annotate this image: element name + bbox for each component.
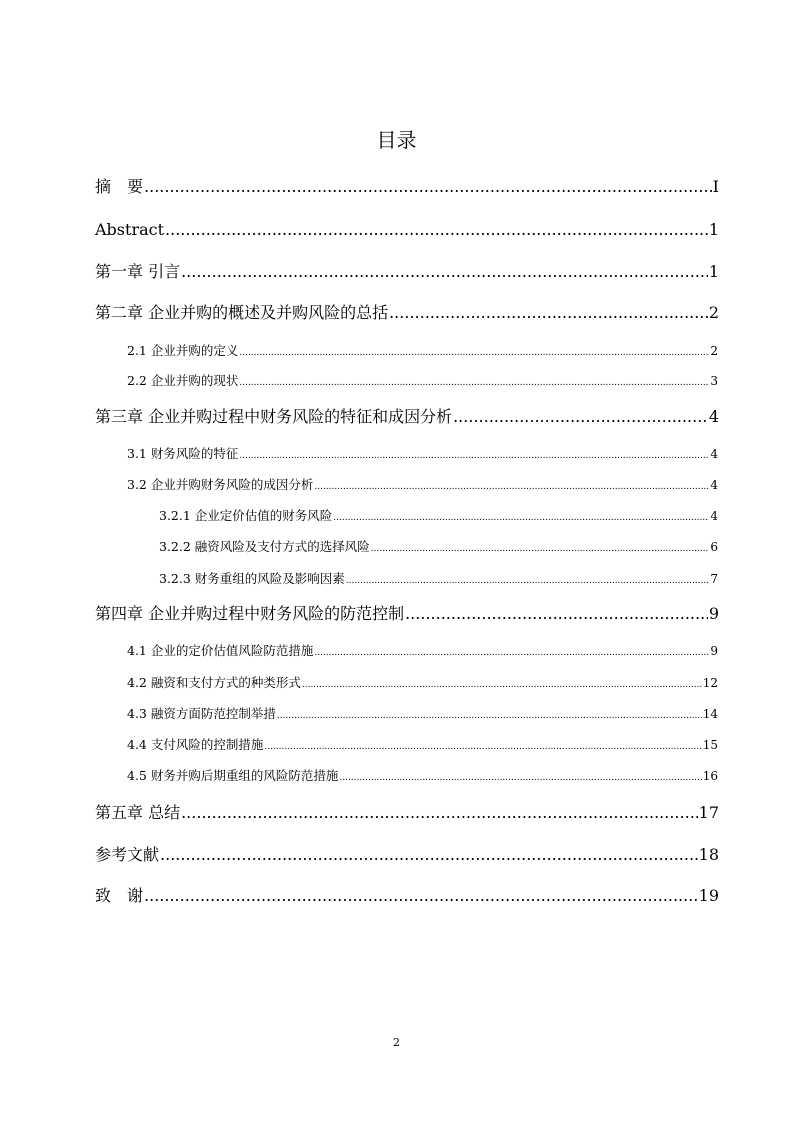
toc-label: 第五章 总结 xyxy=(95,803,181,822)
toc-label: 3.2.2 融资风险及支付方式的选择风险 xyxy=(159,539,370,554)
dot-leader xyxy=(371,539,710,557)
toc-entry-abstract-cn[interactable] xyxy=(95,177,719,197)
toc-entry-section-4-5[interactable] xyxy=(127,768,718,786)
dot-leader xyxy=(333,508,709,526)
toc-entry-section-4-3[interactable] xyxy=(127,706,718,724)
toc-label: 第二章 企业并购的概述及并购风险的总括 xyxy=(95,303,389,322)
dot-leader xyxy=(277,706,702,724)
dot-leader xyxy=(165,220,708,240)
toc-page-number: 4 xyxy=(708,407,719,426)
toc-label: 4.1 企业的定价估值风险防范措施 xyxy=(127,643,314,658)
toc-label: 3.2 企业并购财务风险的成因分析 xyxy=(127,477,314,492)
toc-label: Abstract xyxy=(95,220,165,239)
toc-label: 4.3 融资方面防范控制举措 xyxy=(127,706,276,721)
toc-page-number: 16 xyxy=(702,769,718,783)
toc-page-number: 4 xyxy=(710,478,718,492)
toc-page-number: 18 xyxy=(698,845,719,864)
toc-entry-section-4-4[interactable] xyxy=(127,737,718,755)
toc-entry-section-3-1[interactable] xyxy=(127,446,718,464)
toc-page-number: 9 xyxy=(710,644,718,658)
toc-label: 致 谢 xyxy=(95,886,144,905)
toc-entry-chapter-2[interactable] xyxy=(95,303,719,323)
toc-page-number: 1 xyxy=(708,262,719,281)
dot-leader xyxy=(346,571,710,589)
dot-leader xyxy=(389,303,708,323)
dot-leader xyxy=(339,768,701,786)
dot-leader xyxy=(239,373,709,391)
toc-page-number: 3 xyxy=(710,374,718,388)
toc-label: 3.2.1 企业定价估值的财务风险 xyxy=(159,508,333,523)
toc-entry-section-3-2[interactable] xyxy=(127,477,718,495)
dot-leader xyxy=(239,343,709,361)
toc-label: 摘 要 xyxy=(95,177,144,196)
dot-leader xyxy=(314,643,709,661)
dot-leader xyxy=(181,803,698,823)
toc-page-number: 19 xyxy=(698,886,719,905)
toc-page-number: 12 xyxy=(702,676,718,690)
toc-label: 2.1 企业并购的定义 xyxy=(127,343,239,358)
toc-label: 4.4 支付风险的控制措施 xyxy=(127,737,264,752)
toc-page-number: 2 xyxy=(708,303,719,322)
toc-entry-section-4-2[interactable] xyxy=(127,675,718,693)
toc-entry-chapter-1[interactable] xyxy=(95,262,719,282)
dot-leader xyxy=(302,675,702,693)
page-number: 2 xyxy=(393,1036,400,1049)
page-title: 目录 xyxy=(376,128,417,152)
toc-label: 第一章 引言 xyxy=(95,262,181,281)
toc-label: 参考文献 xyxy=(95,845,160,864)
toc-label: 3.2.3 财务重组的风险及影响因素 xyxy=(159,571,345,586)
toc-entry-acknowledgements[interactable] xyxy=(95,886,719,906)
toc-entry-section-2-2[interactable] xyxy=(127,373,718,391)
toc-entry-section-3-2-2[interactable] xyxy=(159,539,718,557)
dot-leader xyxy=(160,845,698,865)
toc-entry-section-2-1[interactable] xyxy=(127,343,718,361)
toc-entry-references[interactable] xyxy=(95,845,719,865)
toc-entry-chapter-4[interactable] xyxy=(95,604,719,624)
toc-label: 3.1 财务风险的特征 xyxy=(127,446,239,461)
toc-page-number: 1 xyxy=(708,220,719,239)
toc-page-number: 15 xyxy=(702,738,718,752)
toc-entry-section-3-2-3[interactable] xyxy=(159,571,718,589)
toc-page-number: 6 xyxy=(710,540,718,554)
toc-page-number: 4 xyxy=(710,509,718,523)
toc-page-number: 7 xyxy=(710,572,718,586)
toc-entry-section-3-2-1[interactable] xyxy=(159,508,718,526)
toc-page-number: 17 xyxy=(698,803,719,822)
toc-page-number: 14 xyxy=(702,707,718,721)
dot-leader xyxy=(264,737,701,755)
toc-label: 4.2 融资和支付方式的种类形式 xyxy=(127,675,301,690)
dot-leader xyxy=(453,407,708,427)
toc-page-number: 9 xyxy=(708,604,719,623)
toc-label: 2.2 企业并购的现状 xyxy=(127,373,239,388)
toc-page-number: I xyxy=(712,177,719,196)
dot-leader xyxy=(181,262,708,282)
toc-entry-abstract-en[interactable] xyxy=(95,220,719,240)
toc-entry-section-4-1[interactable] xyxy=(127,643,718,661)
dot-leader xyxy=(144,177,712,197)
toc-page-number: 2 xyxy=(710,344,718,358)
toc-label: 4.5 财务并购后期重组的风险防范措施 xyxy=(127,768,339,783)
dot-leader xyxy=(239,446,709,464)
toc-page-number: 4 xyxy=(710,447,718,461)
toc-entry-chapter-5[interactable] xyxy=(95,803,719,823)
dot-leader xyxy=(314,477,709,495)
toc-label: 第三章 企业并购过程中财务风险的特征和成因分析 xyxy=(95,407,453,426)
dot-leader xyxy=(144,886,698,906)
toc-label: 第四章 企业并购过程中财务风险的防范控制 xyxy=(95,604,405,623)
toc-entry-chapter-3[interactable] xyxy=(95,407,719,427)
dot-leader xyxy=(405,604,708,624)
